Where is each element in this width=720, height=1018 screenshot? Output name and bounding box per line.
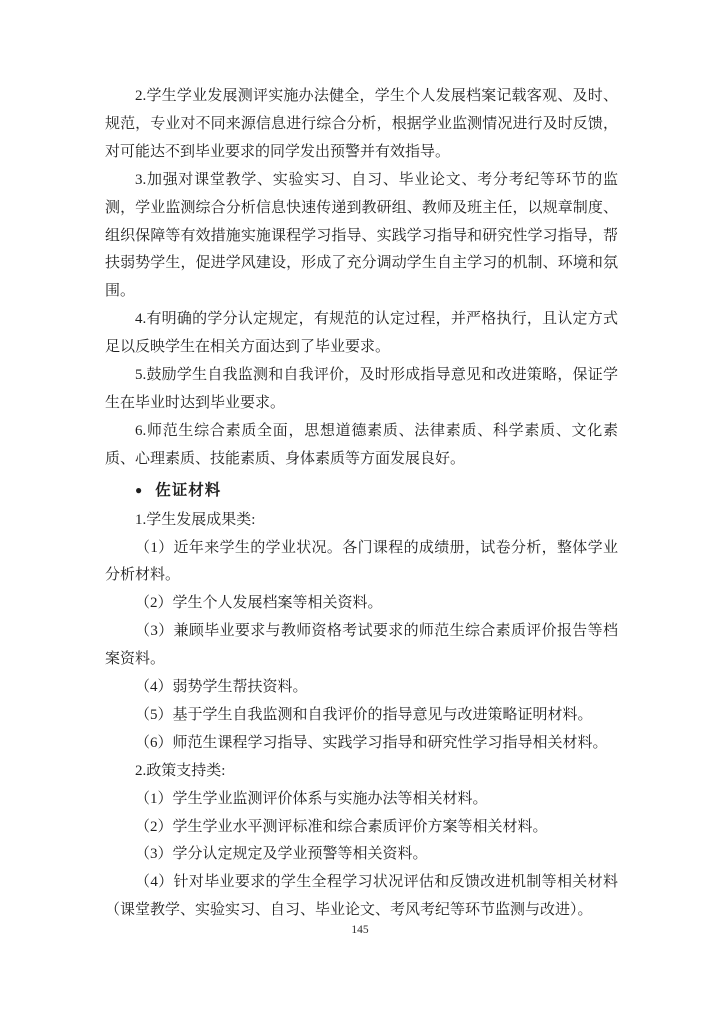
paragraph: 2.学生学业发展测评实施办法健全，学生个人发展档案记载客观、及时、规范，专业对不同来源信息进行综合分析，根据学业监测情况进行及时反馈，对可能达不到毕业要求的同学发出预警并有效指导。 [105, 88, 618, 160]
evidence-item: （4）弱势学生帮扶资料。 [135, 679, 308, 696]
evidence-item: （3）学分认定规定及学业预警等相关资料。 [135, 846, 428, 863]
evidence-item: （2）学生个人发展档案等相关资料。 [135, 595, 383, 612]
evidence-materials-heading-label: 佐证材料 [155, 481, 222, 499]
evidence-item: （5）基于学生自我监测和自我评价的指导意见与改进策略证明材料。 [135, 706, 593, 723]
evidence-item: （6）师范生课程学习指导、实践学习指导和研究性学习指导相关材料。 [135, 734, 608, 751]
evidence-item: （4）针对毕业要求的学生全程学习状况评估和反馈改进机制等相关材料（课堂教学、实验实习、自习、毕业论文、考风考纪等环节监测与改进）。 [105, 874, 618, 919]
evidence-item: （1）近年来学生的学业状况。各门课程的成绩册，试卷分析，整体学业分析材料。 [105, 539, 618, 584]
evidence-item: 1.学生发展成果类: [135, 511, 256, 528]
paragraph: 6.师范生综合素质全面，思想道德素质、法律素质、科学素质、文化素质、心理素质、技能素质、身体素质等方面发展良好。 [105, 422, 618, 467]
evidence-item: （3）兼顾毕业要求与教师资格考试要求的师范生综合素质评价报告等档案资料。 [105, 623, 618, 668]
evidence-materials-heading [105, 477, 618, 506]
evidence-item: （1）学生学业监测评价体系与实施办法等相关材料。 [135, 790, 488, 807]
paragraph: 5.鼓励学生自我监测和自我评价，及时形成指导意见和改进策略，保证学生在毕业时达到毕业要求。 [105, 367, 618, 411]
evidence-item: 2.政策支持类: [135, 762, 226, 779]
evidence-item: （2）学生学业水平测评标准和综合素质评价方案等相关材料。 [135, 818, 548, 835]
page-number: 145 [351, 924, 369, 936]
paragraph: 3.加强对课堂教学、实验实习、自习、毕业论文、考分考纪等环节的监测，学业监测综合分析信息快速传递到教研组、教师及班主任，以规章制度、组织保障等有效措施实施课程学习指导、实践学习指导和研究性学习指导，帮扶弱势学生，促进学风建设，形成了充分调动学生自主学习的机制、环境和氛围。 [105, 171, 618, 300]
bullet-icon: ● [135, 482, 143, 497]
paragraph: 4.有明确的学分认定规定，有规范的认定过程，并严格执行，且认定方式足以反映学生在相关方面达到了毕业要求。 [105, 311, 618, 356]
document-body [105, 83, 618, 925]
